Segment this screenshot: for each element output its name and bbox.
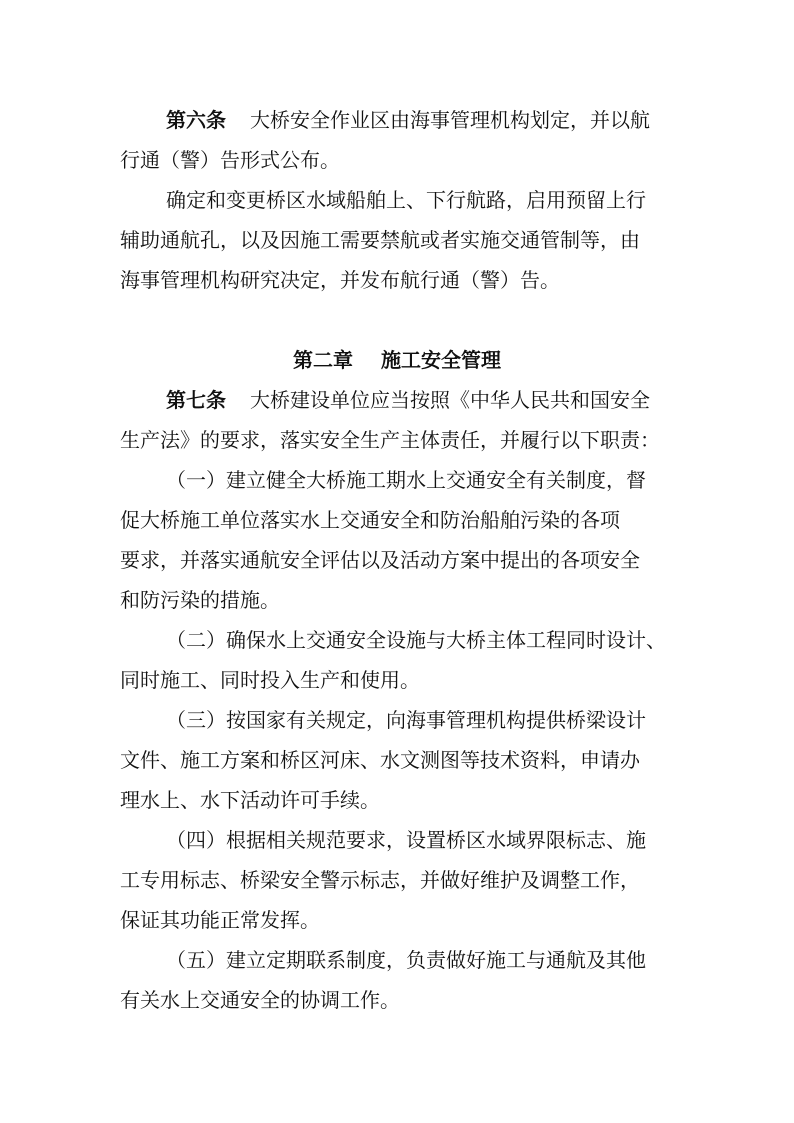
item-1-line-3: 要求，并落实通航安全评估以及活动方案中提出的各项安全 [120, 548, 640, 572]
article-6-line-2: 行通（警）告形式公布。 [120, 148, 340, 172]
item-3-line-1: （三）按国家有关规定，向海事管理机构提供桥梁设计 [166, 708, 646, 732]
article-6-p2-line-1: 确定和变更桥区水域船舶上、下行航路，启用预留上行 [166, 188, 646, 212]
article-6-p2-line-3: 海事管理机构研究决定，并发布航行通（警）告。 [120, 268, 560, 292]
item-4-line-2: 工专用标志、桥梁安全警示标志，并做好维护及调整工作， [120, 868, 640, 892]
item-1-line-1: （一）建立健全大桥施工期水上交通安全有关制度，督 [166, 468, 646, 492]
article-6-line [166, 105, 794, 135]
article-7-line-2: 生产法》的要求，落实安全生产主体责任，并履行以下职责： [120, 428, 660, 452]
item-4-line-1: （四）根据相关规范要求，设置桥区水域界限标志、施 [166, 828, 646, 852]
chapter-name: 施工安全管理 [381, 348, 501, 372]
article-6-heading: 第六条 [166, 108, 226, 132]
chapter-title [0, 345, 794, 375]
item-1-line-4: 和防污染的措施。 [120, 588, 280, 612]
item-2-line-1: （二）确保水上交通安全设施与大桥主体工程同时设计、 [166, 628, 666, 652]
article-6-text: 大桥安全作业区由海事管理机构划定，并以航 [250, 108, 650, 132]
item-5-line-2: 有关水上交通安全的协调工作。 [120, 988, 400, 1012]
item-3-line-3: 理水上、水下活动许可手续。 [120, 788, 380, 812]
article-7-heading: 第七条 [166, 388, 226, 412]
item-4-line-3: 保证其功能正常发挥。 [120, 908, 320, 932]
item-2-line-2: 同时施工、同时投入生产和使用。 [120, 668, 420, 692]
article-7-text: 大桥建设单位应当按照《中华人民共和国安全 [250, 388, 650, 412]
item-3-line-2: 文件、施工方案和桥区河床、水文测图等技术资料，申请办 [120, 748, 640, 772]
article-7-line [166, 385, 794, 415]
chapter-number: 第二章 [293, 348, 353, 372]
article-6-p2-line-2: 辅助通航孔，以及因施工需要禁航或者实施交通管制等，由 [120, 228, 640, 252]
item-5-line-1: （五）建立定期联系制度，负责做好施工与通航及其他 [166, 948, 646, 972]
item-1-line-2: 促大桥施工单位落实水上交通安全和防治船舶污染的各项 [120, 508, 620, 532]
